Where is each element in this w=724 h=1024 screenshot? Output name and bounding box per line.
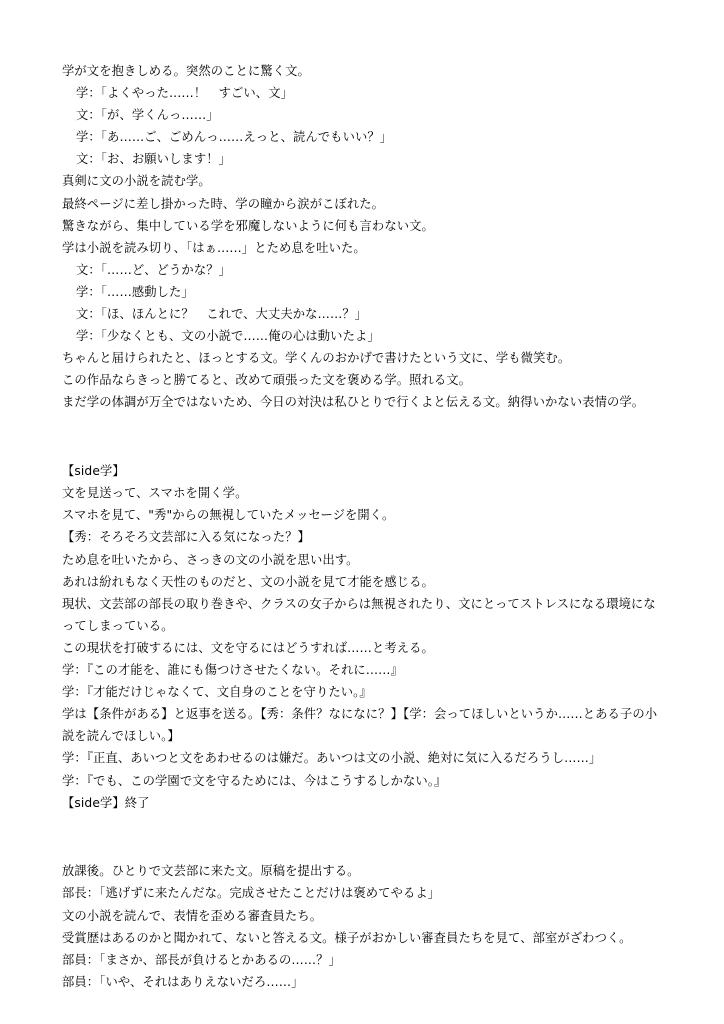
document-line: 【秀：そろそろ文芸部に入る気になった？】 [62, 530, 310, 545]
document-line: 学は【条件がある】と返事を送る。【秀：条件？なになに？】【学：会ってほしいというか……とある子の小説を読んでほしい。】 [62, 707, 658, 744]
document-line: 【side学】 [62, 464, 125, 479]
paragraph-spacer [62, 826, 662, 848]
document-text-body [62, 60, 662, 993]
document-line: この作品ならきっと勝てると、改めて頑張った文を褒める学。照れる文。 [62, 373, 472, 388]
paragraph-spacer [62, 426, 662, 448]
document-line: 文：「が、学くんっ……」 [76, 108, 219, 123]
document-line: 現状、文芸部の部長の取り巻きや、クラスの女子からは無視されたり、文にとってストレスになる環境になってしまっている。 [62, 596, 656, 633]
document-line: 受賞歴はあるのかと聞かれて、ないと答える文。様子がおかしい審査員たちを見て、部室がざわつく。 [62, 930, 632, 945]
document-line: 文：「……ど、どうかな？」 [76, 262, 232, 277]
document-line: 学は小説を読み切り、「はぁ……」とため息を吐いた。 [62, 240, 366, 255]
document-line: 部員：「いや、それはありえないだろ……」 [62, 974, 304, 989]
document-line: まだ学の体調が万全ではないため、今日の対決は私ひとりで行くよと伝える文。納得いかない表情の学。 [62, 395, 645, 410]
document-line: 部長：「逃げずに来たんだな。完成させたことだけは褒めてやるよ」 [62, 886, 441, 901]
document-line: 最終ページに差し掛かった時、学の瞳から涙がこぼれた。 [62, 196, 385, 211]
document-line: 放課後。ひとりで文芸部に来た文。原稿を提出する。 [62, 864, 360, 879]
document-line: 学：「……感動した」 [76, 284, 194, 299]
document-line: 【side学】終了 [62, 795, 150, 810]
document-line: 学：「少なくとも、文の小説で……俺の心は動いたよ」 [76, 329, 380, 344]
document-line: 学が文を抱きしめる。突然のことに驚く文。 [62, 64, 310, 78]
document-line: 学：『でも、この学園で文を守るためには、今はこうするしかない。』 [62, 773, 447, 788]
document-line: 文を見送って、スマホを開く学。 [62, 486, 248, 501]
document-line: 学：「あ……ご、ごめんっ……えっと、読んでもいい？」 [76, 130, 393, 145]
document-line: 驚きながら、集中している学を邪魔しないように何も言わない文。 [62, 218, 434, 233]
document-line: 文：「お、お願いします！」 [76, 152, 232, 167]
document-line: ちゃんと届けられたと、ほっとする文。学くんのおかげで書けたという文に、学も微笑む。 [62, 351, 571, 366]
document-line: 学：『この才能を、誰にも傷つけさせたくない。それに……』 [62, 663, 403, 678]
document-line: 学：「よくやった……！ すごい、文」 [76, 86, 293, 101]
document-line: あれは紛れもなく天性のものだと、文の小説を見て才能を感じる。 [62, 574, 434, 589]
document-line: この現状を打破するには、文を守るにはどうすれば……と考える。 [62, 640, 434, 655]
document-line: 文の小説を読んで、表情を歪める審査員たち。 [62, 908, 323, 923]
document-line: スマホを見て、"秀"からの無視していたメッセージを開く。 [62, 508, 395, 523]
document-line: 真剣に文の小説を読む学。 [62, 174, 211, 189]
document-line: 学：『正直、あいつと文をあわせるのは嫌だ。あいつは文の小説、絶対に気に入るだろうし……」 [62, 751, 602, 766]
document-line: 学：『才能だけじゃなくて、文自身のことを守りたい。』 [62, 685, 372, 700]
document-line: ため息を吐いたから、さっきの文の小説を思い出す。 [62, 552, 359, 567]
document-line: 文：「ほ、ほんとに？ これで、大丈夫かな……？」 [76, 307, 368, 322]
document-line: 部員：「まさか、部長が負けるとかあるの……？」 [62, 952, 341, 967]
